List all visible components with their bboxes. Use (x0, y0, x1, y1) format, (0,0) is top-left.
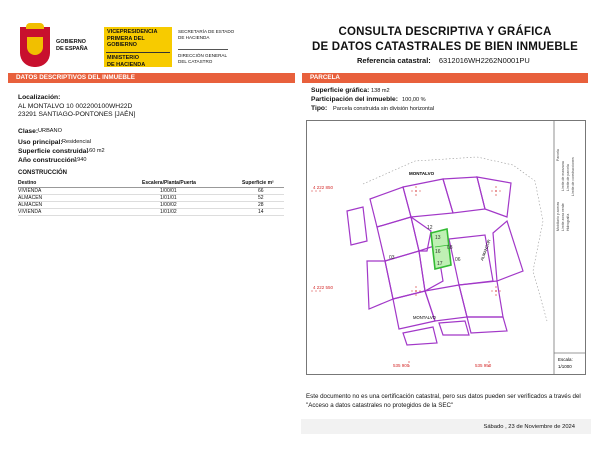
superficie-label: Superficie construida: (18, 148, 89, 155)
map-legend (556, 149, 575, 231)
participacion-label: Participación del inmueble: (311, 96, 398, 103)
map-boundary (363, 157, 547, 321)
ministry-line1: MINISTERIO (107, 55, 140, 61)
vp-line1: VICEPRESIDENCIA (107, 29, 158, 35)
vp-text (107, 29, 172, 49)
table-cell: 1/00/02 (160, 202, 177, 208)
table-row: ALMACEN (18, 195, 43, 201)
legend-item: Hidrografía (566, 213, 570, 231)
address-line2: 23291 SANTIAGO-PONTONES [JAÉN] (18, 111, 136, 118)
scale-label: Escala: (558, 357, 573, 362)
participacion-value: 100,00 % (402, 97, 426, 103)
row-divider (18, 208, 284, 209)
legend-item: Mobiliario y aceras (556, 201, 560, 231)
directorate-line1: DIRECCIÓN GENERAL (178, 53, 228, 58)
coat-of-arms-icon (20, 27, 50, 67)
superficie-value: 160 m2 (86, 148, 105, 154)
construccion-title: CONSTRUCCIÓN (18, 170, 67, 176)
col-destino: Destino (18, 180, 37, 186)
secretariat-divider (178, 49, 228, 50)
legend-item: Límite de construcciones (571, 157, 575, 196)
parcel-label: 08 (447, 245, 453, 251)
secretariat-box (178, 27, 238, 67)
localizacion-label: Localización: (18, 94, 61, 101)
vp-line2: PRIMERA DEL GOBIERNO (107, 35, 145, 48)
table-header-divider (18, 187, 284, 188)
parcel-label: 17 (437, 261, 443, 267)
secretariat-line1: SECRETARÍA DE ESTADO (178, 29, 235, 34)
table-row: VIVIENDA (18, 188, 42, 194)
date-bar (301, 419, 591, 434)
ref-label: Referencia catastral: (357, 56, 431, 65)
table-row: VIVIENDA (18, 209, 42, 215)
parcel-label: 03 (389, 255, 395, 261)
parcel-label: 06 (455, 257, 461, 263)
anio-value: 1940 (74, 157, 87, 163)
clase-label: Clase: (18, 128, 39, 135)
cadastral-map[interactable] (306, 120, 586, 375)
coord-y-bottom: 4 222 550 (313, 285, 334, 290)
gov-text (56, 39, 88, 52)
cadastral-reference (357, 56, 530, 65)
legend-item: Parcela (556, 149, 560, 161)
table-row: ALMACEN (18, 202, 43, 208)
ministry-divider (106, 52, 170, 53)
tipo-value: Parcela construida sin división horizontal (333, 106, 435, 112)
legend-item: Límite zona verde (561, 203, 565, 231)
date-text: Sábado , 23 de Noviembre de 2024 (483, 424, 575, 430)
row-divider (18, 194, 284, 195)
col-escalera: Escalera/Planta/Puerta (142, 180, 196, 186)
anio-label: Año construcción: (18, 157, 78, 164)
address-line1: AL MONTALVO 10 002200100WH22D (18, 103, 133, 110)
descriptive-data-header: DATOS DESCRIPTIVOS DEL INMUEBLE (8, 73, 295, 83)
directorate-text (178, 53, 227, 64)
table-cell: 1/01/01 (160, 195, 177, 201)
parcel-header: PARCELA (302, 73, 588, 83)
col-superficie: Superficie m² (242, 180, 274, 186)
coord-y-top: 4 222 850 (313, 185, 334, 190)
street-label-side: ALMANZOR (479, 238, 492, 262)
coord-x-right: 535 950 (475, 363, 492, 368)
table-cell: 1/01/02 (160, 209, 177, 215)
sup-grafica-value: 138 m2 (371, 88, 390, 94)
ministry-box (104, 27, 172, 67)
gov-line1: GOBIERNO (56, 39, 86, 45)
coord-x-left: 535 900 (393, 363, 410, 368)
parcel-label: 12 (427, 225, 433, 231)
clase-value: URBANO (38, 128, 62, 134)
uso-value: Residencial (62, 139, 91, 145)
table-cell: 52 (258, 195, 264, 201)
ref-value[interactable]: 6312016WH2262N0001PU (438, 56, 530, 65)
legend-item: Límite de manzana (561, 161, 565, 191)
street-label-top: MONTALVO (409, 171, 435, 176)
table-cell: 1/00/01 (160, 188, 177, 194)
legend-item: Límite de parcela (566, 164, 570, 191)
table-cell: 66 (258, 188, 264, 194)
secretariat-text (178, 29, 234, 40)
table-cell: 28 (258, 202, 264, 208)
directorate-line2: DEL CATASTRO (178, 58, 213, 64)
parcel-label: 16 (435, 249, 441, 255)
table-cell: 14 (258, 209, 264, 215)
tipo-label: Tipo: (311, 105, 328, 112)
page-title-line2: DE DATOS CATASTRALES DE BIEN INMUEBLE (312, 41, 578, 53)
sup-grafica-label: Superficie gráfica: (311, 87, 370, 94)
row-divider (18, 215, 284, 216)
secretariat-line2: DE HACIENDA (178, 34, 210, 40)
street-label-bottom: MONTALVO (413, 315, 436, 320)
map-svg (307, 121, 585, 374)
gov-line2: DE ESPAÑA (56, 45, 88, 52)
page-title-line1: CONSULTA DESCRIPTIVA Y GRÁFICA (338, 26, 552, 38)
disclaimer-note: Este documento no es una certificación catastral, pero sus datos pueden ser verificados a través del "Acceso a datos catastrales no protegidos de la SEC" (306, 393, 581, 409)
government-logo (20, 27, 236, 69)
row-divider (18, 201, 284, 202)
ministry-text (107, 55, 145, 68)
parcel-label: 13 (435, 235, 441, 241)
uso-label: Uso principal: (18, 139, 63, 146)
scale-value: 1/1000 (558, 364, 572, 369)
ministry-line2: DE HACIENDA (107, 61, 146, 68)
